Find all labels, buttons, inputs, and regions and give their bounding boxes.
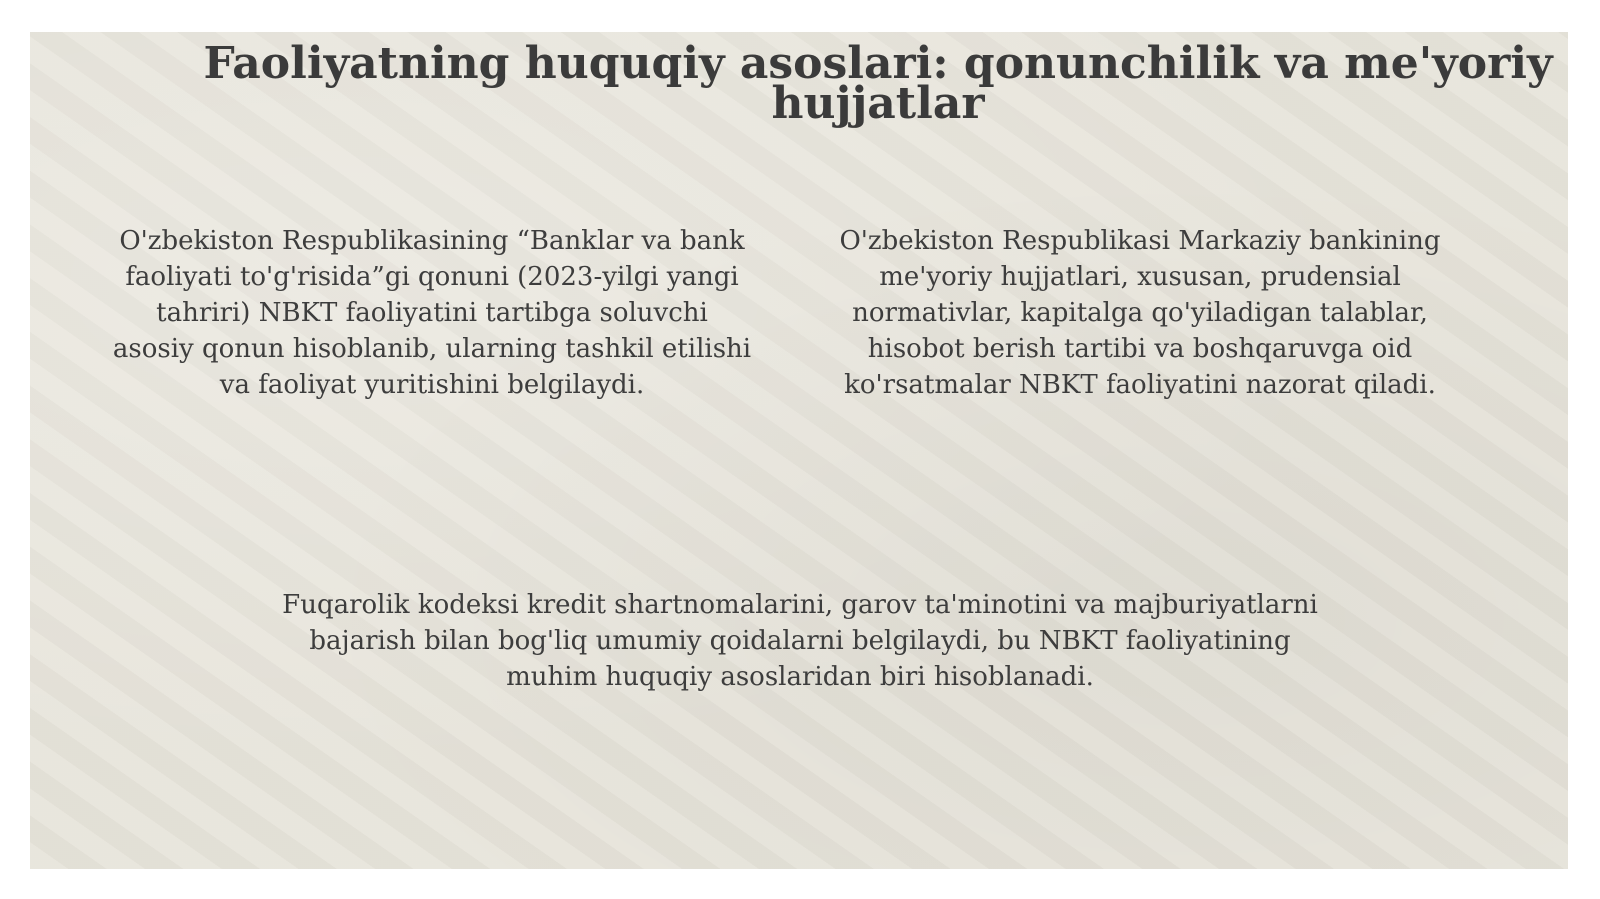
text-block-civil-code: Fuqarolik kodeksi kredit shartnomalarini, garov ta'minotini va majburiyatlarni bajarish bilan bog'liq umumiy qoidalarni belgilaydi, bu NBKT faoliyatining muhim huquqiy asoslaridan biri hisoblanadi.: [282, 590, 1318, 692]
slide-title: Faoliyatning huquqiy asoslari: qonunchilik va me'yoriy hujjatlar: [203, 38, 1553, 129]
text-block-central-bank-regulations: O'zbekiston Respublikasi Markaziy bankining me'yoriy hujjatlari, xususan, prudensial normativlar, kapitalga qo'yiladigan talablar, hisobot berish tartibi va boshqaruvga oid ko'rsatmalar NBKT faoliyatini nazorat qiladi.: [839, 226, 1441, 400]
text-block-banking-law: O'zbekiston Respublikasining “Banklar va bank faoliyati to'g'risida”gi qonuni (2023-yilgi yangi tahriri) NBKT faoliyatini tartibga soluvchi asosiy qonun hisoblanib, ularning tashkil etilishi va faoliyat yuritishini belgilaydi.: [112, 226, 752, 400]
presentation-slide: [30, 32, 1568, 869]
